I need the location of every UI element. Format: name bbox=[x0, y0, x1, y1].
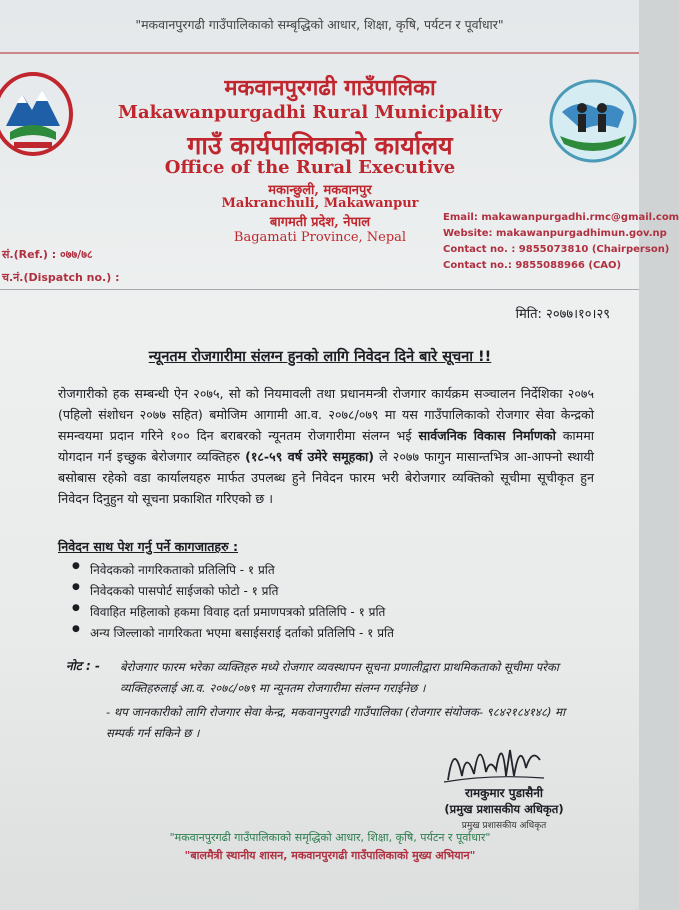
municipality-name-np: मकवानपुरगढी गाउँपालिका bbox=[224, 76, 436, 101]
notice-subject: न्यूनतम रोजगारीमा संलग्न हुनको लागि निवेदन दिने बारे सूचना !! bbox=[148, 349, 492, 365]
reference-number: सं.(Ref.) : ०७७/७८ bbox=[2, 248, 93, 261]
document-item: ● अन्य जिल्लाको नागरिकता भएमा बसाईसराई दर्ताको प्रतिलिपि - १ प्रति bbox=[90, 624, 394, 641]
body-part-1: रोजगारीको हक सम्बन्धी ऐन २०७५, सो को नियमावली तथा प्रधानमन्त्री रोजगार कार्यक्रम सञ्चालन निर्देशिका २०७५ (पहिलो संशोधन २०७७ सहित) बमोजिम आगामी आ.व. २०७८/०७९ मा यस गाउँपालिकाको रोजगार सेवा केन्द्रको समन्वयमा प्रदान गरिने १०० दिन बराबरको न्यूनतम रोजगारीमा संलग्न भई bbox=[58, 386, 594, 443]
contact-cao: Contact no.: 9855088966 (CAO) bbox=[443, 260, 622, 271]
municipality-name-en: Makawanpurgadhi Rural Municipality bbox=[118, 102, 502, 123]
header-motto: "मकवानपुरगढी गाउँपालिकाको सम्बृद्धिको आधार, शिक्षा, कृषि, पर्यटन र पूर्वाधार" bbox=[135, 17, 504, 32]
signature-icon bbox=[440, 730, 550, 790]
note-label: नोट : - bbox=[66, 659, 100, 673]
note-line-1: बेरोजगार फारम भरेका व्यक्तिहरु मध्ये रोजगार व्यवस्थापन सूचना प्रणालीद्वारा प्राथमिकताको सूचीमा परेका व्यक्तिहरुलाई आ.व. २०७८/०७९ मा न्यूनतम रोजगारीमा संलग्न गराईनेछ । bbox=[120, 660, 559, 695]
office-name-en: Office of the Rural Executive bbox=[164, 157, 456, 178]
body-bold-1: सार्वजनिक विकास निर्माणको bbox=[418, 428, 556, 443]
body-part-2: काममा योगदान गर्न इच्छुक बेरोजगार व्यक्तिहरु bbox=[58, 428, 595, 464]
signatory-title: (प्रमुख प्रशासकीय अधिकृत) bbox=[444, 802, 564, 816]
address-np: मकान्छुली, मकवानपुर bbox=[268, 183, 372, 198]
address-en: Makranchuli, Makawanpur bbox=[221, 196, 419, 211]
province-en: Bagamati Province, Nepal bbox=[233, 230, 407, 245]
body-bold-2: (१८-५९ वर्ष उमेरे समूहका) bbox=[245, 449, 375, 464]
document-item: ● निवेदकको नागरिकताको प्रतिलिपि - १ प्रति bbox=[90, 561, 275, 578]
document-item: ● विवाहित महिलाको हकमा विवाह दर्ता प्रमाणपत्रको प्रतिलिपि - १ प्रति bbox=[90, 603, 385, 620]
website-text: Website: makawanpurgadhimun.gov.np bbox=[443, 228, 667, 239]
office-name-np: गाउँ कार्यपालिकाको कार्यालय bbox=[187, 131, 453, 160]
signatory-name: रामकुमार पुडासैनी bbox=[464, 786, 543, 800]
municipality-logo-icon bbox=[548, 78, 638, 164]
note-line-2: - थप जानकारीको लागि रोजगार सेवा केन्द्र, मकवानपुरगढी गाउँपालिका (रोजगार संयोजक- ९८४२१८४१४८) मा सम्पर्क गर्न सकिने छ । bbox=[106, 705, 566, 740]
footer-campaign: "बालमैत्री स्थानीय शासन, मकवानपुरगढी गाउँपालिकाको मुख्य अभियान" bbox=[184, 849, 476, 862]
province-np: बागमती प्रदेश, नेपाल bbox=[269, 215, 371, 230]
notice-body bbox=[58, 383, 594, 509]
dispatch-number: च.नं.(Dispatch no.) : bbox=[2, 271, 120, 284]
documents-heading: निवेदन साथ पेश गर्नु पर्ने कागजातहरु : bbox=[58, 539, 239, 554]
signatory-stamp: प्रमुख प्रशासकीय अधिकृत bbox=[461, 821, 547, 831]
header-bottom-divider bbox=[0, 289, 639, 290]
header-divider bbox=[0, 52, 639, 54]
document-item: ● निवेदकको पासपोर्ट साईजको फोटो - १ प्रति bbox=[90, 582, 278, 599]
contact-chairperson: Contact no. : 9855073810 (Chairperson) bbox=[443, 244, 670, 255]
notice-date: मिति: २०७७।१०।२९ bbox=[515, 307, 610, 322]
email-text: Email: makawanpurgadhi.rmc@gmail.com bbox=[443, 212, 679, 223]
nepal-emblem-icon bbox=[0, 68, 74, 158]
footer-motto: "मकवानपुरगढी गाउँपालिकाको समृद्धिको आधार, शिक्षा, कृषि, पर्यटन र पूर्वाधार" bbox=[169, 831, 491, 844]
body-part-3: ले २०७७ फागुन मासान्तभित्र आ-आफ्नो स्थायी बसोबास रहेको वडा कार्यालयहरु मार्फत उपलब्ध हुने निवेदन फारम भरी बेरोजगार व्यक्तिको सूचीमा सूचीकृत हुन निवेदन दिनुहुन यो सूचना प्रकाशित गरिएको छ । bbox=[58, 449, 594, 506]
